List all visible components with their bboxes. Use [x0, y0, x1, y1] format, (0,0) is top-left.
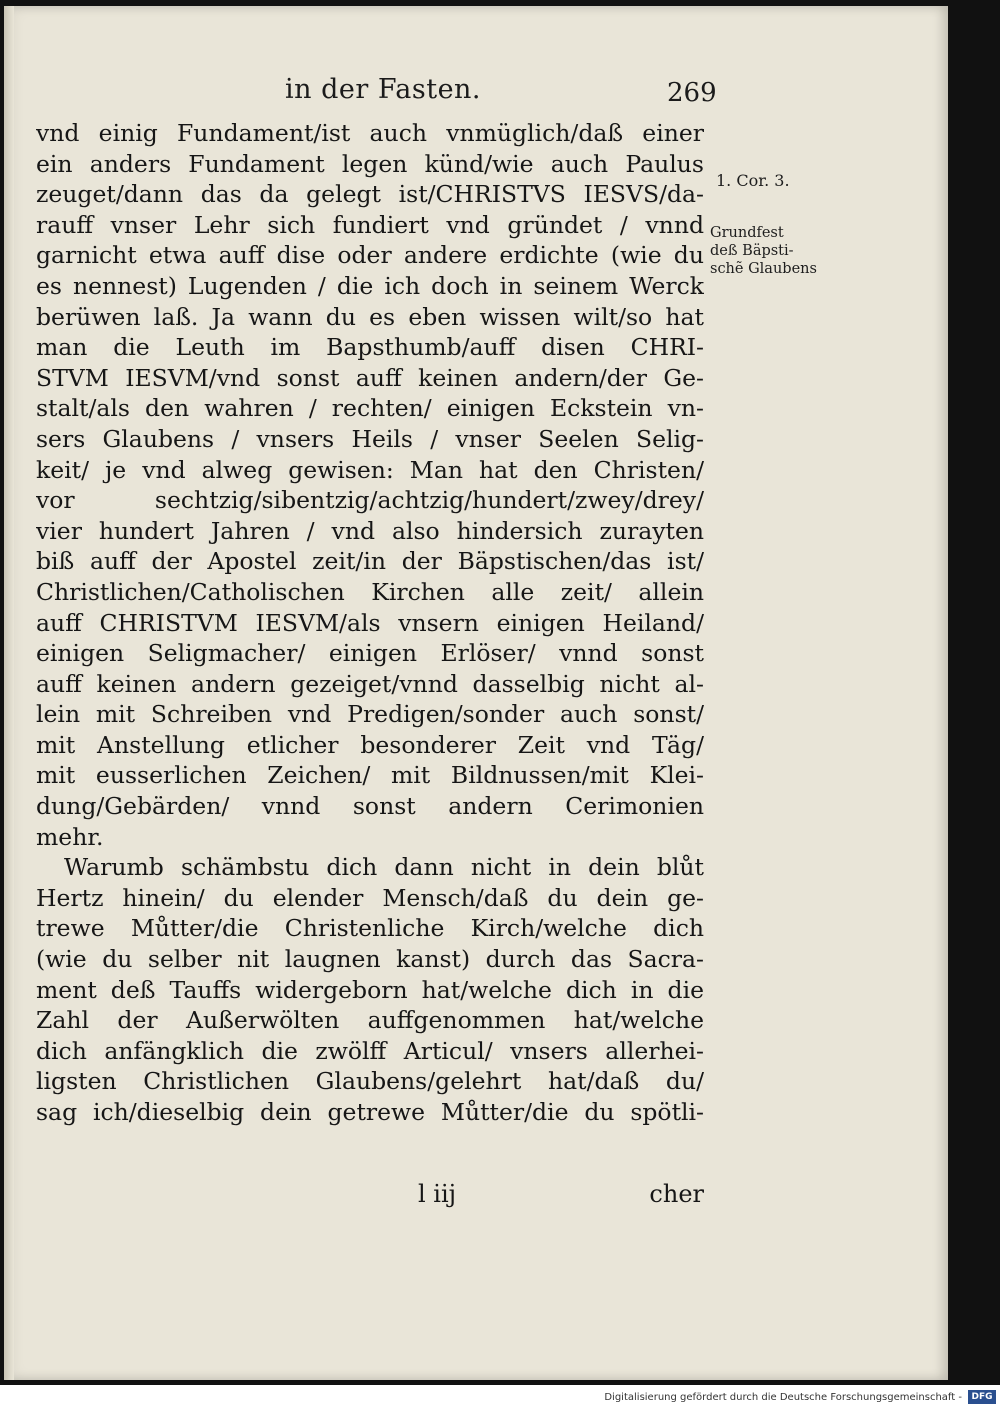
footer-bar — [0, 1385, 1000, 1409]
text-line: trewe Můtter/die Christenliche Kirch/welche dich — [36, 914, 704, 943]
marginal-note-line: schẽ Glaubens — [710, 261, 817, 277]
text-line: sers Glaubens / vnsers Heils / vnser Seelen Selig- — [36, 424, 704, 453]
dfg-logo-icon: DFG — [968, 1390, 996, 1404]
text-line: (wie du selber nit laugnen kanst) durch das Sacra- — [36, 945, 704, 974]
text-line: es nennest) Lugenden / die ich doch in seinem Werck — [36, 271, 704, 300]
marginal-reference: 1. Cor. 3. — [716, 171, 790, 190]
text-line: biß auff der Apostel zeit/in der Bäpstischen/das ist/ — [36, 547, 704, 576]
text-line: auff CHRISTVM IESVM/als vnsern einigen Heiland/ — [36, 608, 704, 637]
text-line: mehr. — [36, 822, 104, 851]
text-line: vnd einig Fundament/ist auch vnmüglich/daß einer — [36, 119, 704, 147]
body-text — [36, 118, 704, 1128]
text-line: mit Anstellung etlicher besonderer Zeit vnd Täg/ — [36, 730, 704, 759]
page-number: 269 — [667, 78, 717, 108]
text-line: Warumb schämbstu dich dann nicht in dein blůt — [64, 853, 704, 882]
text-line: ment deß Tauffs widergeborn hat/welche dich in die — [36, 975, 704, 1004]
running-head: in der Fasten. — [285, 74, 482, 105]
marginal-note-line: Grundfest — [710, 225, 784, 241]
page-gutter-edge — [4, 6, 14, 1380]
text-line: einigen Seligmacher/ einigen Erlöser/ vnnd sonst — [36, 639, 704, 668]
text-line: man die Leuth im Bapsthumb/auff disen CHRI- — [36, 333, 704, 362]
text-line: dung/Gebärden/ vnnd sonst andern Cerimonien — [36, 792, 704, 821]
text-line: garnicht etwa auff dise oder andere erdichte (wie du — [36, 241, 704, 270]
text-line: ligsten Christlichen Glaubens/gelehrt hat/daß du/ — [36, 1067, 704, 1096]
text-line: keit/ je vnd alweg gewisen: Man hat den Christen/ — [36, 455, 704, 484]
text-line: stalt/als den wahren / rechten/ einigen Eckstein vn- — [36, 394, 704, 423]
text-line: STVM IESVM/vnd sonst auff keinen andern/der Ge- — [36, 363, 704, 392]
text-line: vor sechtzig/sibentzig/achtzig/hundert/zwey/drey/ — [36, 486, 704, 515]
text-line: dich anfängklich die zwölff Articul/ vnsers allerhei- — [36, 1036, 704, 1065]
text-line: mit eusserlichen Zeichen/ mit Bildnussen/mit Klei- — [36, 761, 704, 790]
text-line: vier hundert Jahren / vnd also hindersich zurayten — [36, 516, 704, 545]
text-line: ein anders Fundament legen künd/wie auch Paulus — [36, 149, 704, 178]
text-line: sag ich/dieselbig dein getrewe Můtter/die du spötli- — [36, 1098, 704, 1126]
funding-credit: Digitalisierung gefördert durch die Deutsche Forschungsgemeinschaft - — [604, 1391, 962, 1403]
text-line: Zahl der Außerwölten auffgenommen hat/welche — [36, 1006, 704, 1035]
page-foot — [36, 1180, 704, 1214]
text-line: berüwen laß. Ja wann du es eben wissen wilt/so hat — [36, 302, 704, 331]
marginal-note-line: deß Bäpsti- — [710, 243, 794, 259]
text-line: auff keinen andern gezeiget/vnnd dasselbig nicht al- — [36, 669, 704, 698]
marginal-side-note — [710, 224, 817, 278]
text-line: Hertz hinein/ du elender Mensch/daß du dein ge- — [36, 883, 704, 912]
text-line: rauff vnser Lehr sich fundiert vnd gründet / vnnd — [36, 210, 704, 239]
text-line: Christlichen/Catholischen Kirchen alle zeit/ allein — [36, 577, 704, 606]
text-line: zeuget/dann das da gelegt ist/CHRISTVS IESVS/da- — [36, 180, 704, 209]
text-line: lein mit Schreiben vnd Predigen/sonder auch sonst/ — [36, 700, 704, 729]
signature-mark: l iij — [418, 1180, 457, 1208]
catchword: cher — [649, 1180, 704, 1208]
